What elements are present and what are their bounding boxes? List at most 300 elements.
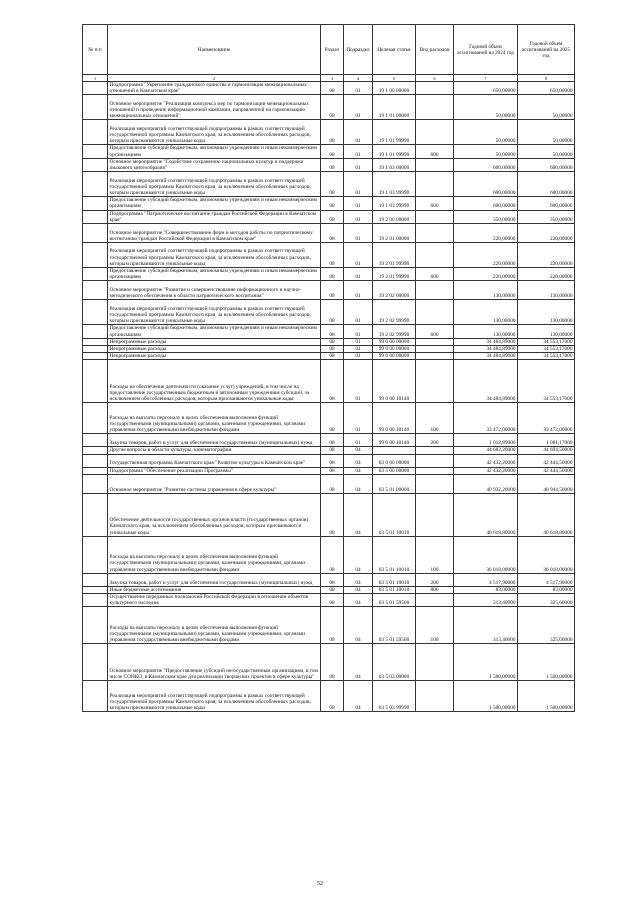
cell-2025: 83,00000 (518, 586, 575, 593)
table-row (83, 243, 575, 268)
table-row (83, 467, 575, 474)
cell-section: 08 (321, 454, 344, 467)
header-subsection: Подраздел (344, 25, 373, 75)
col-num: 1 (83, 75, 108, 82)
cell-2025: 1 500,00000 (518, 681, 575, 712)
cell-expense-type (416, 360, 454, 403)
cell-num (83, 607, 108, 644)
table-row (83, 145, 575, 158)
cell-subsection: 01 (344, 95, 373, 120)
cell-expense-type (416, 454, 454, 467)
cell-2025: 33 472,00000 (518, 403, 575, 434)
cell-num (83, 210, 108, 223)
header-section: Раздел (321, 25, 344, 75)
cell-subsection: 04 (344, 586, 373, 593)
cell-name: Расходы на обеспечение деятельности (оказание услуг) учреждений, в том числе на предоставление государственным бюджетным и автономным учреждениям субсидий, за исключением обособленных расходов, которым присваиваются уникальные коды (108, 360, 321, 403)
cell-name: Реализация мероприятий соответствующей подпрограммы в рамках соответствующей государственной программы Камчатского края, за исключением обособленных расходов, которым присваиваются уникальные коды (108, 300, 321, 325)
cell-section: 08 (321, 493, 344, 536)
cell-num (83, 268, 108, 281)
cell-subsection: 01 (344, 434, 373, 447)
cell-num (83, 172, 108, 197)
cell-section: 08 (321, 210, 344, 223)
cell-section: 08 (321, 474, 344, 493)
table-row (83, 172, 575, 197)
cell-subsection: 04 (344, 536, 373, 573)
cell-subsection: 01 (344, 346, 373, 353)
cell-subsection: 04 (344, 474, 373, 493)
cell-expense-type (416, 300, 454, 325)
header-name: Наименование (108, 25, 321, 75)
cell-2024: 130,00000 (454, 325, 518, 338)
cell-name: Реализация мероприятий соответствующей подпрограммы в рамках соответствующей государственной программы Камчатского края, за исключением обособленных расходов, которым присваиваются уникальные коды (108, 120, 321, 145)
col-num: 6 (416, 75, 454, 82)
cell-num (83, 346, 108, 353)
cell-target: 03 5 03 99990 (373, 681, 416, 712)
cell-2025: 44 694,50000 (518, 447, 575, 454)
cell-target: 99 0 00 00000 (373, 346, 416, 353)
cell-num (83, 493, 108, 536)
table-row (83, 95, 575, 120)
table-row (83, 454, 575, 467)
cell-target: 03 5 01 10010 (373, 536, 416, 573)
cell-subsection: 04 (344, 447, 373, 454)
cell-name: Реализация мероприятий соответствующей подпрограммы в рамках соответствующей государственной программы Камчатского края, за исключением обособленных расходов, которым присваиваются уникальные коды (108, 172, 321, 197)
cell-2025: 130,00000 (518, 325, 575, 338)
budget-table (82, 24, 575, 712)
cell-subsection: 01 (344, 300, 373, 325)
cell-name: Реализация мероприятий соответствующей подпрограммы в рамках соответствующей государственной программы Камчатского края, за исключением обособленных расходов, которым присваиваются уникальные коды (108, 243, 321, 268)
cell-expense-type: 600 (416, 197, 454, 210)
cell-subsection: 01 (344, 403, 373, 434)
cell-section: 08 (321, 586, 344, 593)
cell-name: Подпрограмма "Укрепление гражданского единства и гармонизация межнациональных отношений в Камчатском крае" (108, 82, 321, 95)
table-row (83, 158, 575, 171)
cell-2024: 44 682,20000 (454, 447, 518, 454)
cell-expense-type (416, 120, 454, 145)
cell-2025: 130,00000 (518, 281, 575, 300)
header-number: № п/п (83, 25, 108, 75)
cell-target: 03 0 00 00000 (373, 454, 416, 467)
cell-subsection: 01 (344, 197, 373, 210)
cell-2025: 50,00000 (518, 120, 575, 145)
cell-expense-type (416, 172, 454, 197)
cell-2024: 220,00000 (454, 243, 518, 268)
cell-target: 19 2 00 00000 (373, 210, 416, 223)
table-row (83, 474, 575, 493)
table-row (83, 338, 575, 345)
cell-2025: 1 500,00000 (518, 644, 575, 681)
cell-subsection: 04 (344, 681, 373, 712)
cell-section: 08 (321, 172, 344, 197)
cell-2024: 313,40000 (454, 594, 518, 607)
cell-2024: 1 500,00000 (454, 644, 518, 681)
cell-target: 19 2 02 00000 (373, 281, 416, 300)
header-target: Целевая статья (373, 25, 416, 75)
cell-target: 03 5 01 10010 (373, 586, 416, 593)
cell-2024: 600,00000 (454, 172, 518, 197)
cell-2024: 50,00000 (454, 95, 518, 120)
cell-section: 08 (321, 145, 344, 158)
col-num: 4 (344, 75, 373, 82)
cell-2025: 4 517,90000 (518, 573, 575, 586)
cell-expense-type (416, 474, 454, 493)
header-expense-type: Вид расходов (416, 25, 454, 75)
cell-expense-type (416, 644, 454, 681)
cell-target: 03 5 00 00000 (373, 467, 416, 474)
cell-num (83, 403, 108, 434)
cell-num (83, 536, 108, 573)
cell-name: Расходы на выплаты персоналу в целях обеспечения выполнения функций государственными (муниципальными) органами, казенными учреждениями, органами управления государственными внебюджетными фондами (108, 403, 321, 434)
cell-name: Предоставление субсидий бюджетным, автономным учреждениям и иным некоммерческим организациям (108, 325, 321, 338)
cell-2025: 650,00000 (518, 82, 575, 95)
col-num: 2 (108, 75, 321, 82)
table-row (83, 594, 575, 607)
cell-2025: 600,00000 (518, 158, 575, 171)
cell-target: 19 2 02 99990 (373, 300, 416, 325)
cell-expense-type (416, 681, 454, 712)
cell-target: 19 1 03 99990 (373, 172, 416, 197)
cell-section: 08 (321, 353, 344, 360)
cell-num (83, 434, 108, 447)
table-row (83, 586, 575, 593)
cell-target: 19 1 01 99990 (373, 145, 416, 158)
cell-section: 08 (321, 681, 344, 712)
cell-2024: 4 517,90000 (454, 573, 518, 586)
cell-expense-type (416, 95, 454, 120)
cell-name: Основное мероприятие "Предоставление субсидий негосударственным организациям, в том числе СОНКО, в Камчатском крае для реализации творческих проектов в сфере культуры" (108, 644, 321, 681)
cell-2024: 83,00000 (454, 586, 518, 593)
cell-section: 08 (321, 95, 344, 120)
cell-section: 08 (321, 573, 344, 586)
cell-name: Основное мероприятие "Развитие и совершенствование информационного и научно-методического обеспечения в области патриотического воспитания" (108, 281, 321, 300)
cell-2024: 34 484,89000 (454, 346, 518, 353)
table-row (83, 573, 575, 586)
cell-2024: 42 432,20000 (454, 454, 518, 467)
cell-2024: 1 500,00000 (454, 681, 518, 712)
cell-subsection: 01 (344, 353, 373, 360)
cell-2024: 34 484,89000 (454, 338, 518, 345)
cell-expense-type: 600 (416, 268, 454, 281)
cell-name: Непрограммные расходы (108, 353, 321, 360)
col-num: 5 (373, 75, 416, 82)
cell-name: Непрограммные расходы (108, 338, 321, 345)
cell-num (83, 447, 108, 454)
cell-2025: 42 444,50000 (518, 467, 575, 474)
cell-subsection: 04 (344, 493, 373, 536)
cell-target: 99 0 00 10140 (373, 360, 416, 403)
cell-name: Государственная программа Камчатского края "Развитие культуры в Камчатском крае" (108, 454, 321, 467)
cell-target: 03 5 01 59500 (373, 594, 416, 607)
cell-subsection: 04 (344, 573, 373, 586)
cell-target: 03 5 01 10010 (373, 493, 416, 536)
cell-2025: 42 444,50000 (518, 454, 575, 467)
cell-target: 03 5 01 10010 (373, 573, 416, 586)
cell-section: 08 (321, 467, 344, 474)
header-2025: Годовой объем ассигнований на 2025 год (518, 25, 575, 75)
cell-2024: 350,00000 (454, 210, 518, 223)
cell-num (83, 158, 108, 171)
cell-name: Иные бюджетные ассигнования (108, 586, 321, 593)
cell-num (83, 95, 108, 120)
cell-num (83, 681, 108, 712)
table-row (83, 82, 575, 95)
cell-num (83, 300, 108, 325)
cell-expense-type (416, 82, 454, 95)
cell-2024: 40 932,20000 (454, 474, 518, 493)
cell-subsection: 01 (344, 172, 373, 197)
cell-target: 19 2 01 99990 (373, 268, 416, 281)
cell-subsection: 01 (344, 145, 373, 158)
cell-name: Основное мероприятие "Содействие сохранению национальных культур и поддержка языкового многообразия" (108, 158, 321, 171)
cell-subsection: 04 (344, 594, 373, 607)
page-number: 52 (317, 881, 323, 887)
cell-num (83, 474, 108, 493)
cell-subsection: 04 (344, 607, 373, 644)
cell-expense-type: 600 (416, 325, 454, 338)
table-row (83, 120, 575, 145)
cell-2025: 130,00000 (518, 300, 575, 325)
cell-section: 08 (321, 281, 344, 300)
cell-2025: 40 944,50000 (518, 474, 575, 493)
cell-subsection: 01 (344, 268, 373, 281)
cell-2024: 130,00000 (454, 300, 518, 325)
cell-section: 08 (321, 158, 344, 171)
cell-expense-type (416, 243, 454, 268)
cell-target: 03 5 03 00000 (373, 644, 416, 681)
cell-num (83, 82, 108, 95)
cell-expense-type: 100 (416, 607, 454, 644)
cell-section: 08 (321, 224, 344, 243)
cell-2025: 325,60000 (518, 607, 575, 644)
cell-name: Основное мероприятие "Совершенствование форм и методов работы по патриотическому воспитанию граждан Российской Федерации в Камчатском крае" (108, 224, 321, 243)
cell-2024: 50,00000 (454, 120, 518, 145)
cell-expense-type (416, 210, 454, 223)
cell-name: Расходы на выплаты персоналу в целях обеспечения выполнения функций государственными (муниципальными) органами, казенными учреждениями, органами управления государственными внебюджетными фондами (108, 607, 321, 644)
cell-section: 08 (321, 243, 344, 268)
cell-2024: 650,00000 (454, 82, 518, 95)
cell-num (83, 197, 108, 210)
cell-2024: 50,00000 (454, 145, 518, 158)
cell-num (83, 224, 108, 243)
cell-2025: 34 553,17000 (518, 360, 575, 403)
cell-section: 08 (321, 300, 344, 325)
cell-2025: 1 081,17000 (518, 434, 575, 447)
cell-2024: 130,00000 (454, 281, 518, 300)
cell-subsection: 01 (344, 281, 373, 300)
cell-num (83, 281, 108, 300)
table-row (83, 325, 575, 338)
cell-2024: 34 484,89000 (454, 360, 518, 403)
cell-2025: 600,00000 (518, 197, 575, 210)
table-row (83, 224, 575, 243)
table-row (83, 493, 575, 536)
cell-target: 03 5 01 59500 (373, 607, 416, 644)
cell-name: Осуществление переданных полномочий Российской Федерации в отношении объектов культурного наследия (108, 594, 321, 607)
table-row (83, 300, 575, 325)
cell-2024: 36 018,00000 (454, 536, 518, 573)
cell-2025: 325,60000 (518, 594, 575, 607)
cell-expense-type (416, 158, 454, 171)
cell-subsection: 04 (344, 454, 373, 467)
cell-subsection: 01 (344, 224, 373, 243)
cell-subsection: 01 (344, 338, 373, 345)
cell-2024: 220,00000 (454, 224, 518, 243)
cell-expense-type (416, 338, 454, 345)
cell-expense-type: 200 (416, 573, 454, 586)
cell-2024: 220,00000 (454, 268, 518, 281)
cell-2025: 40 618,80000 (518, 493, 575, 536)
cell-num (83, 325, 108, 338)
cell-section: 08 (321, 594, 344, 607)
cell-expense-type (416, 224, 454, 243)
cell-2024: 1 012,89000 (454, 434, 518, 447)
cell-2024: 40 618,80000 (454, 493, 518, 536)
cell-section: 08 (321, 434, 344, 447)
cell-subsection: 01 (344, 82, 373, 95)
cell-target: 19 2 01 00000 (373, 224, 416, 243)
cell-num (83, 594, 108, 607)
cell-name: Предоставление субсидий бюджетным, автономным учреждениям и иным некоммерческим организациям (108, 268, 321, 281)
cell-target: 19 1 01 99990 (373, 120, 416, 145)
cell-section: 08 (321, 338, 344, 345)
cell-2025: 600,00000 (518, 172, 575, 197)
cell-expense-type: 600 (416, 145, 454, 158)
cell-subsection: 01 (344, 360, 373, 403)
cell-2025: 50,00000 (518, 145, 575, 158)
cell-expense-type (416, 281, 454, 300)
cell-num (83, 644, 108, 681)
table-row (83, 447, 575, 454)
cell-2024: 600,00000 (454, 197, 518, 210)
cell-subsection: 01 (344, 243, 373, 268)
cell-target: 19 1 00 00000 (373, 82, 416, 95)
cell-2025: 220,00000 (518, 243, 575, 268)
col-num: 7 (454, 75, 518, 82)
cell-target: 19 2 02 99990 (373, 325, 416, 338)
cell-expense-type: 800 (416, 586, 454, 593)
cell-2024: 313,40000 (454, 607, 518, 644)
cell-2025: 36 018,00000 (518, 536, 575, 573)
cell-2025: 220,00000 (518, 224, 575, 243)
cell-num (83, 145, 108, 158)
cell-section: 08 (321, 447, 344, 454)
cell-expense-type: 100 (416, 403, 454, 434)
cell-num (83, 360, 108, 403)
cell-section: 08 (321, 82, 344, 95)
cell-2025: 350,00000 (518, 210, 575, 223)
cell-subsection: 01 (344, 158, 373, 171)
cell-num (83, 467, 108, 474)
table-row (83, 353, 575, 360)
col-num: 3 (321, 75, 344, 82)
cell-section: 08 (321, 268, 344, 281)
cell-expense-type (416, 346, 454, 353)
cell-target: 19 1 03 00000 (373, 158, 416, 171)
cell-2025: 34 553,17000 (518, 346, 575, 353)
cell-num (83, 586, 108, 593)
cell-2024: 42 432,20000 (454, 467, 518, 474)
table-row (83, 644, 575, 681)
cell-num (83, 353, 108, 360)
cell-2025: 34 553,17000 (518, 353, 575, 360)
cell-subsection: 01 (344, 325, 373, 338)
cell-num (83, 573, 108, 586)
cell-name: Реализация мероприятий соответствующей подпрограммы в рамках соответствующей государственной программы Камчатского края, за исключением обособленных расходов, которым присваиваются уникальные коды (108, 681, 321, 712)
cell-2025: 220,00000 (518, 268, 575, 281)
cell-target: 99 0 00 10140 (373, 434, 416, 447)
header-2024: Годовой объем ассигнований на 2024 год (454, 25, 518, 75)
cell-section: 08 (321, 120, 344, 145)
table-body (83, 82, 575, 712)
col-num: 8 (518, 75, 575, 82)
cell-target: 19 2 01 99990 (373, 243, 416, 268)
cell-name: Предоставление субсидий бюджетным, автономным учреждениям и иным некоммерческим организациям (108, 145, 321, 158)
cell-expense-type (416, 447, 454, 454)
cell-target (373, 447, 416, 454)
cell-expense-type (416, 594, 454, 607)
cell-name: Обеспечение деятельности государственных органов власти (государственных органов) Камчатского края, за исключением обособленных расходов, которым присваиваются уникальные коды (108, 493, 321, 536)
table-header-row (83, 25, 575, 75)
cell-2024: 34 484,89000 (454, 353, 518, 360)
cell-target: 03 5 01 00000 (373, 474, 416, 493)
cell-section: 08 (321, 403, 344, 434)
cell-subsection: 04 (344, 467, 373, 474)
cell-name: Расходы на выплаты персоналу в целях обеспечения выполнения функций государственными (муниципальными) органами, казенными учреждениями, органами управления государственными внебюджетными фондами (108, 536, 321, 573)
cell-expense-type (416, 467, 454, 474)
cell-target: 19 1 03 99990 (373, 197, 416, 210)
cell-section: 08 (321, 325, 344, 338)
cell-name: Основное мероприятие "Развитие системы управления в сфере культуры" (108, 474, 321, 493)
cell-num (83, 120, 108, 145)
cell-name: Закупка товаров, работ и услуг для обеспечения государственных (муниципальных) нужд (108, 434, 321, 447)
cell-subsection: 01 (344, 120, 373, 145)
table-row (83, 346, 575, 353)
cell-2024: 33 472,00000 (454, 403, 518, 434)
table-row (83, 536, 575, 573)
cell-target: 99 0 00 10140 (373, 403, 416, 434)
cell-num (83, 454, 108, 467)
table-row (83, 403, 575, 434)
cell-num (83, 338, 108, 345)
cell-expense-type: 100 (416, 536, 454, 573)
table-row (83, 681, 575, 712)
cell-target: 19 1 01 00000 (373, 95, 416, 120)
cell-target: 99 0 00 00000 (373, 338, 416, 345)
column-number-row (83, 75, 575, 82)
cell-section: 08 (321, 607, 344, 644)
cell-2025: 34 553,17000 (518, 338, 575, 345)
cell-section: 08 (321, 644, 344, 681)
cell-expense-type (416, 353, 454, 360)
table-row (83, 434, 575, 447)
table-row (83, 281, 575, 300)
cell-2025: 50,00000 (518, 95, 575, 120)
cell-section: 08 (321, 197, 344, 210)
cell-name: Непрограммные расходы (108, 346, 321, 353)
cell-name: Предоставление субсидий бюджетным, автономным учреждениям и иным некоммерческим организациям (108, 197, 321, 210)
cell-2024: 600,00000 (454, 158, 518, 171)
cell-name: Основное мероприятие "Реализация комплекса мер по гармонизации межнациональных отношений и проведение информационной кампании, направленной на гармонизацию межнациональных отношений" (108, 95, 321, 120)
table-row (83, 360, 575, 403)
cell-subsection: 01 (344, 210, 373, 223)
cell-name: Другие вопросы в области культуры, кинематографии (108, 447, 321, 454)
cell-target: 99 0 00 00000 (373, 353, 416, 360)
table-row (83, 607, 575, 644)
cell-name: Подпрограмма "Обеспечение реализации Программы" (108, 467, 321, 474)
table-row (83, 197, 575, 210)
cell-section: 08 (321, 346, 344, 353)
cell-name: Закупка товаров, работ и услуг для обеспечения государственных (муниципальных) нужд (108, 573, 321, 586)
